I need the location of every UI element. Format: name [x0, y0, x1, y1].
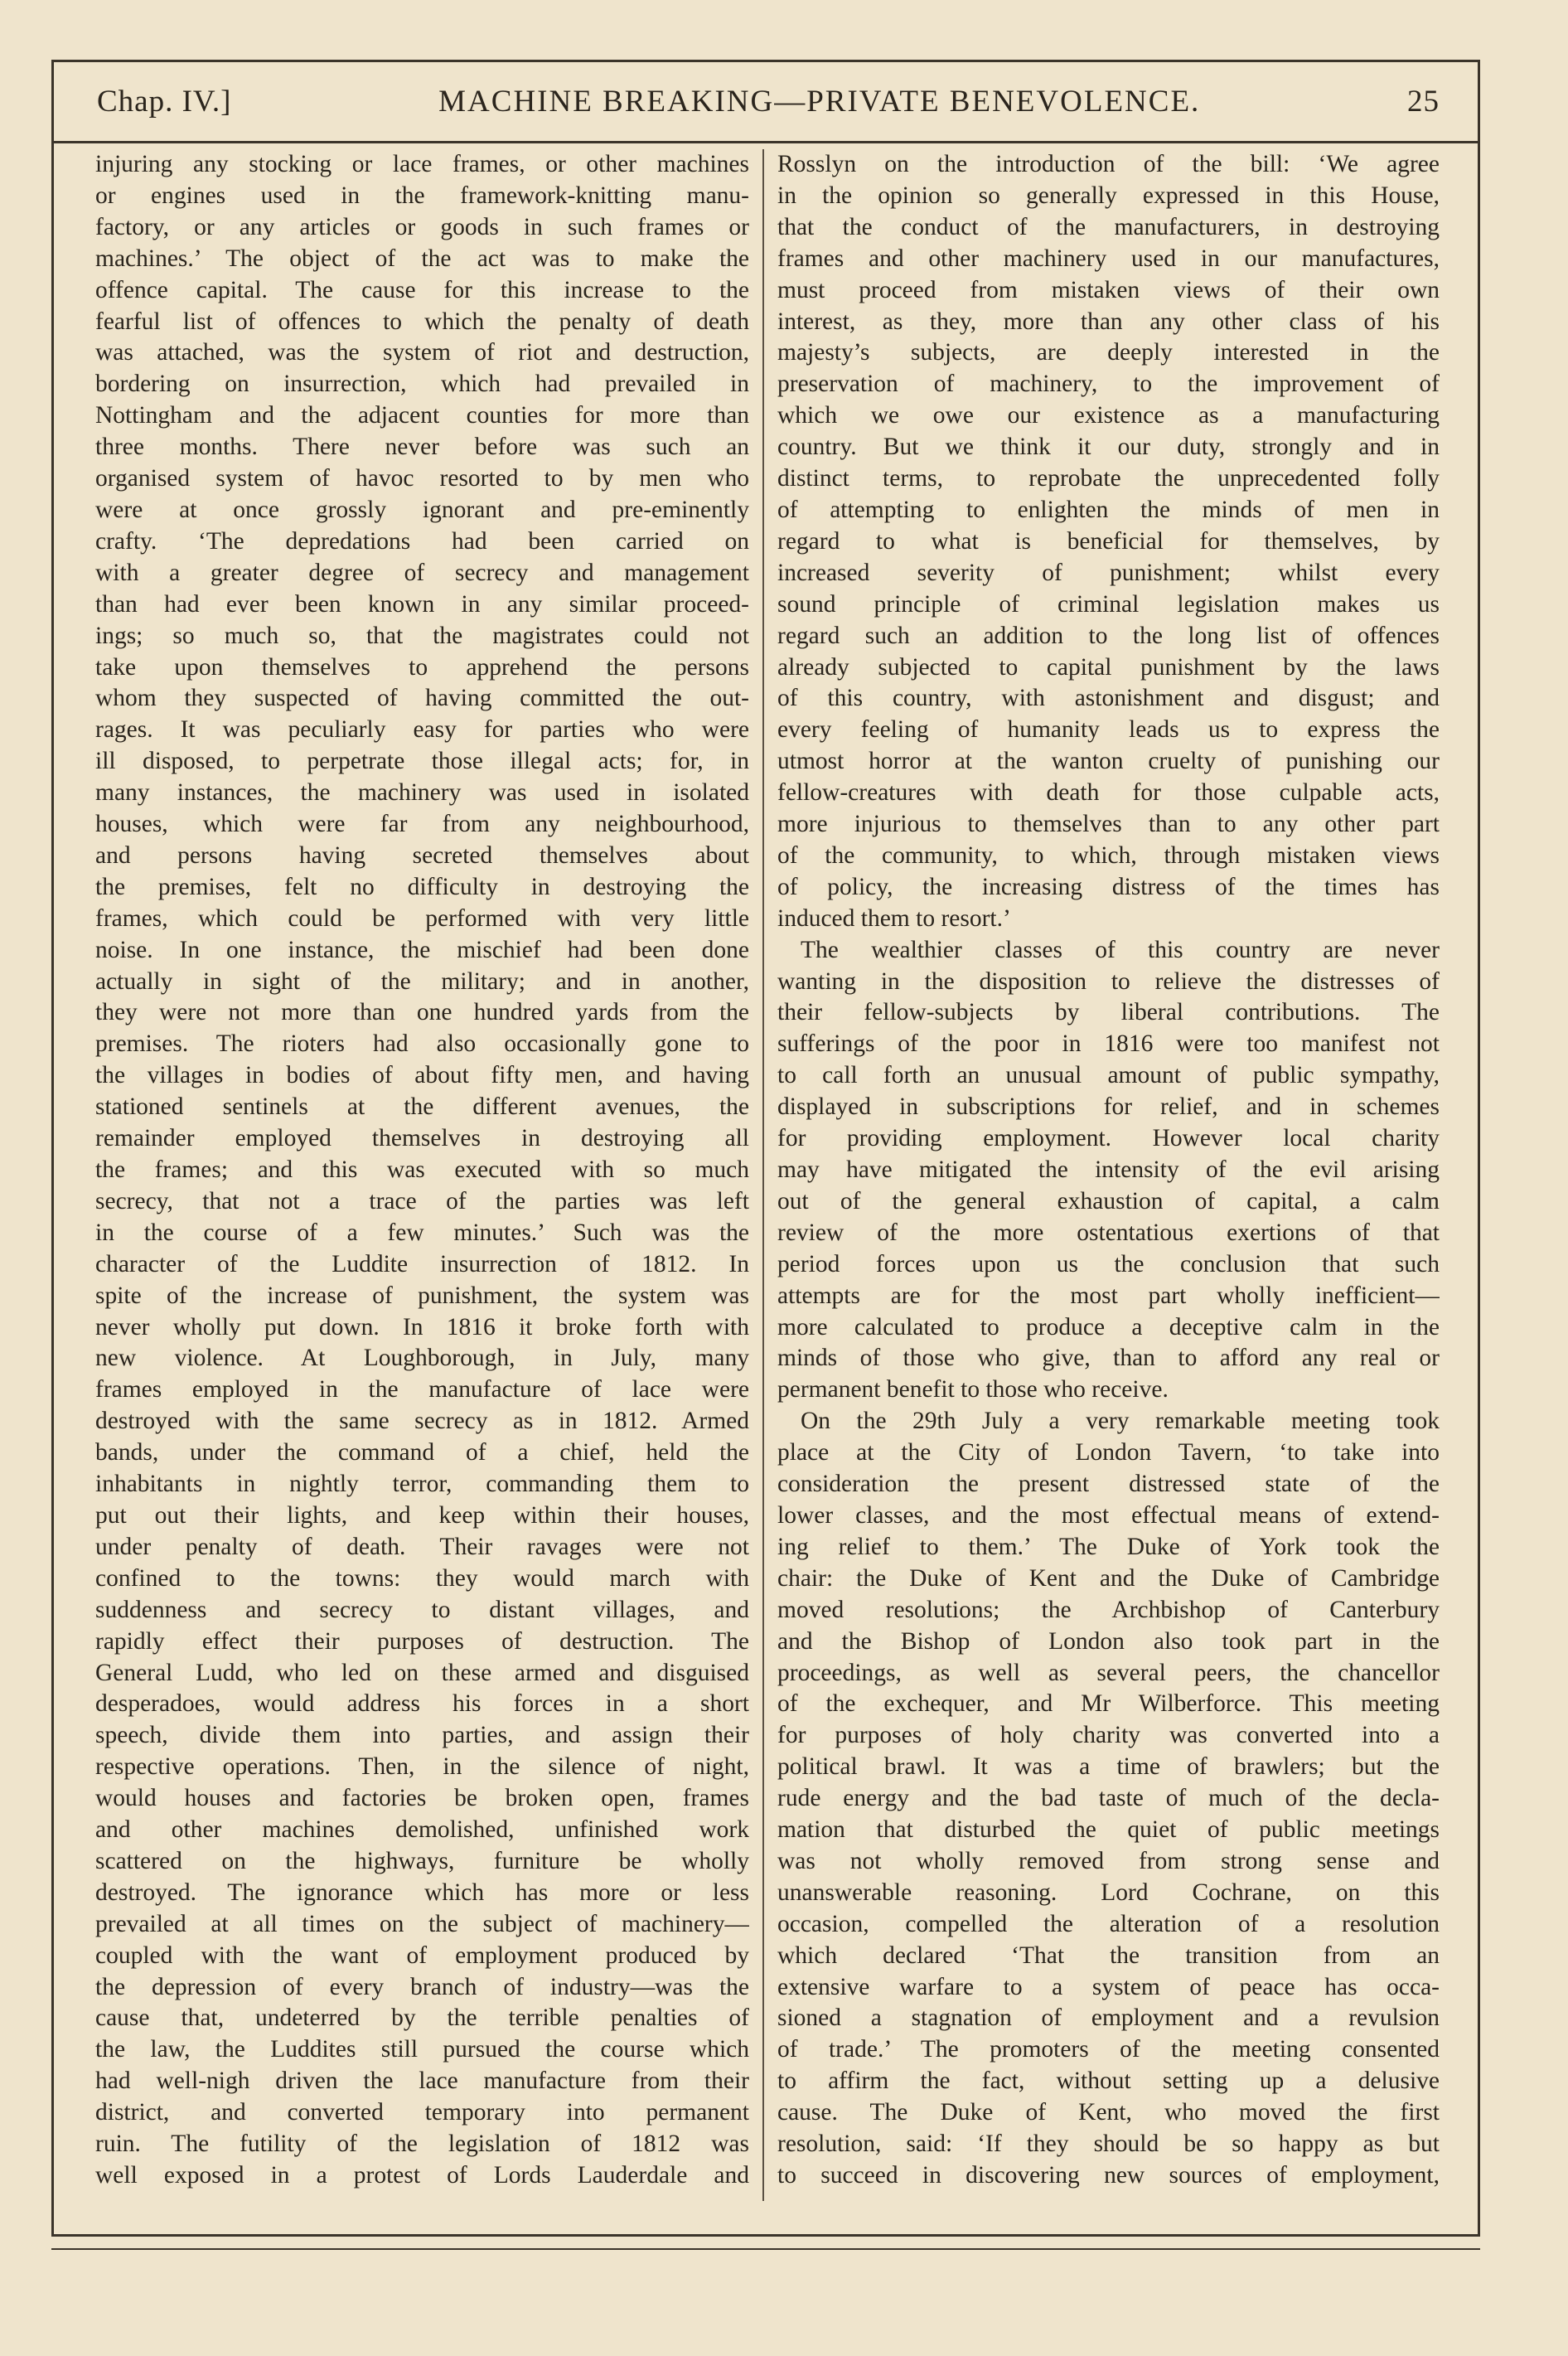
text-line: bands, under the command of a chief, held the [95, 1439, 749, 1466]
text-line: coupled with the want of employment produced by [95, 1942, 749, 1969]
text-line: frames, which could be performed with very little [95, 904, 749, 932]
text-line: in the opinion so generally expressed in this House, [777, 182, 1440, 209]
text-line: under penalty of death. Their ravages were not [95, 1533, 749, 1560]
text-line: period forces upon us the conclusion that such [777, 1250, 1440, 1277]
text-line: take upon themselves to apprehend the persons [95, 653, 749, 681]
text-line: minds of those who give, than to afford any real or [777, 1345, 1440, 1372]
text-line: and the Bishop of London also took part in the [777, 1627, 1440, 1655]
running-title: MACHINE BREAKING—PRIVATE BENEVOLENCE. [438, 85, 1201, 119]
text-line: regard to what is beneficial for themselves, by [777, 527, 1440, 555]
text-line: place at the City of London Tavern, ‘to take into [777, 1439, 1440, 1466]
text-line: and other machines demolished, unfinished work [95, 1816, 749, 1844]
text-line: organised system of havoc resorted to by men who [95, 465, 749, 492]
text-line: well exposed in a protest of Lords Lauderdale and [95, 2162, 749, 2189]
bottom-rule [51, 2248, 1480, 2250]
text-line: offence capital. The cause for this increase to the [95, 276, 749, 303]
text-line: cause that, undeterred by the terrible penalties of [95, 2005, 749, 2032]
text-line: to succeed in discovering new sources of employment, [777, 2162, 1440, 2189]
text-line: prevailed at all times on the subject of machinery— [95, 1910, 749, 1937]
text-line: of trade.’ The promoters of the meeting consented [777, 2036, 1440, 2063]
text-line: out of the general exhaustion of capital, a calm [777, 1187, 1440, 1214]
text-line: houses, which were far from any neighbourhood, [95, 811, 749, 838]
text-line: spite of the increase of punishment, the system was [95, 1282, 749, 1309]
text-line: and persons having secreted themselves about [95, 841, 749, 869]
column-divider [762, 149, 764, 2201]
right-column [777, 149, 1440, 2201]
text-line: premises. The rioters had also occasionally gone to [95, 1030, 749, 1058]
text-line: of the community, to which, through mistaken views [777, 841, 1440, 869]
text-line: would houses and factories be broken open, frames [95, 1785, 749, 1812]
text-line: scattered on the highways, furniture be wholly [95, 1847, 749, 1874]
text-line: than had ever been known in any similar proceed- [95, 590, 749, 618]
text-line: confined to the towns: they would march with [95, 1564, 749, 1592]
text-line: machines.’ The object of the act was to make the [95, 245, 749, 272]
text-line: speech, divide them into parties, and assign their [95, 1722, 749, 1749]
text-line: respective operations. Then, in the silence of night, [95, 1753, 749, 1781]
text-line: the depression of every branch of industry—was the [95, 1973, 749, 2000]
text-line: put out their lights, and keep within their houses, [95, 1501, 749, 1529]
text-line: preservation of machinery, to the improvement of [777, 371, 1440, 398]
text-line: which declared ‘That the transition from an [777, 1942, 1440, 1969]
text-line: were at once grossly ignorant and pre-eminently [95, 496, 749, 523]
text-line: resolution, said: ‘If they should be so happy as but [777, 2131, 1440, 2158]
text-line: The wealthier classes of this country are never [801, 936, 1440, 963]
text-line: that the conduct of the manufacturers, in destroying [777, 213, 1440, 240]
text-line: inhabitants in nightly terror, commanding them to [95, 1471, 749, 1498]
text-line: the premises, felt no difficulty in destroying the [95, 873, 749, 900]
text-line: character of the Luddite insurrection of 1812. In [95, 1250, 749, 1277]
text-line: majesty’s subjects, are deeply interested in the [777, 339, 1440, 366]
text-line: General Ludd, who led on these armed and disguised [95, 1659, 749, 1686]
text-line: country. But we think it our duty, strongly and in [777, 434, 1440, 461]
text-line: district, and converted temporary into permanent [95, 2099, 749, 2126]
text-line: was not wholly removed from strong sense and [777, 1847, 1440, 1874]
text-line: sufferings of the poor in 1816 were too manifest not [777, 1030, 1440, 1058]
text-line: moved resolutions; the Archbishop of Canterbury [777, 1596, 1440, 1623]
text-line: unanswerable reasoning. Lord Cochrane, on this [777, 1878, 1440, 1906]
text-line: extensive warfare to a system of peace has occa- [777, 1973, 1440, 2000]
text-line: the frames; and this was executed with so much [95, 1156, 749, 1183]
text-line: noise. In one instance, the mischief had been done [95, 936, 749, 963]
text-line: remainder employed themselves in destroying all [95, 1125, 749, 1152]
text-columns [95, 149, 1440, 2201]
text-line: with a greater degree of secrecy and management [95, 559, 749, 586]
text-line: or engines used in the framework-knitting manu- [95, 182, 749, 209]
text-line: frames and other machinery used in our manufactures, [777, 245, 1440, 272]
text-line: which we owe our existence as a manufacturing [777, 402, 1440, 429]
text-line: many instances, the machinery was used in isolated [95, 779, 749, 807]
text-line: may have mitigated the intensity of the evil arising [777, 1156, 1440, 1183]
text-line: already subjected to capital punishment by the laws [777, 653, 1440, 681]
text-line: fearful list of offences to which the penalty of death [95, 308, 749, 335]
text-line: of this country, with astonishment and disgust; and [777, 685, 1440, 712]
text-line: ing relief to them.’ The Duke of York took the [777, 1533, 1440, 1560]
text-line: ings; so much so, that the magistrates could not [95, 622, 749, 649]
text-line: factory, or any articles or goods in such frames or [95, 213, 749, 240]
text-line: crafty. ‘The depredations had been carried on [95, 527, 749, 555]
text-line: sound principle of criminal legislation makes us [777, 590, 1440, 618]
text-line: bordering on insurrection, which had prevailed in [95, 371, 749, 398]
text-line: rude energy and the bad taste of much of the decla- [777, 1785, 1440, 1812]
text-line: regard such an addition to the long list of offences [777, 622, 1440, 649]
text-line: every feeling of humanity leads us to express the [777, 716, 1440, 744]
text-line: attempts are for the most part wholly inefficient— [777, 1282, 1440, 1309]
text-line: they were not more than one hundred yards from the [95, 999, 749, 1026]
text-line: utmost horror at the wanton cruelty of punishing our [777, 748, 1440, 775]
text-line: rapidly effect their purposes of destruction. The [95, 1627, 749, 1655]
text-line: wanting in the disposition to relieve the distresses of [777, 967, 1440, 995]
text-line: to call forth an unusual amount of public sympathy, [777, 1062, 1440, 1089]
text-line: secrecy, that not a trace of the parties was left [95, 1187, 749, 1214]
text-line: increased severity of punishment; whilst every [777, 559, 1440, 586]
text-line: interest, as they, more than any other class of his [777, 308, 1440, 335]
text-line: the law, the Luddites still pursued the course which [95, 2036, 749, 2063]
text-line: stationed sentinels at the different avenues, the [95, 1093, 749, 1121]
text-line: ill disposed, to perpetrate those illegal acts; for, in [95, 748, 749, 775]
text-line: rages. It was peculiarly easy for parties who were [95, 716, 749, 744]
chapter-label: Chap. IV.] [97, 85, 232, 119]
text-line: whom they suspected of having committed the out- [95, 685, 749, 712]
text-line: Rosslyn on the introduction of the bill: ‘We agree [777, 151, 1440, 177]
text-line: had well-nigh driven the lace manufacture from their [95, 2068, 749, 2095]
left-column [95, 149, 749, 2201]
text-line: actually in sight of the military; and in another, [95, 967, 749, 995]
text-line: more injurious to themselves than to any other part [777, 811, 1440, 838]
text-line: of policy, the increasing distress of the times has [777, 873, 1440, 900]
text-line: in the course of a few minutes.’ Such was the [95, 1219, 749, 1246]
text-line: never wholly put down. In 1816 it broke forth with [95, 1313, 749, 1340]
text-line: for providing employment. However local charity [777, 1125, 1440, 1152]
text-line: the villages in bodies of about fifty men, and having [95, 1062, 749, 1089]
text-line: their fellow-subjects by liberal contributions. The [777, 999, 1440, 1026]
text-line: review of the more ostentatious exertions of that [777, 1219, 1440, 1246]
text-line: ruin. The futility of the legislation of 1812 was [95, 2131, 749, 2158]
text-line: consideration the present distressed state of the [777, 1471, 1440, 1498]
text-line: frames employed in the manufacture of lace were [95, 1376, 749, 1403]
text-line: was attached, was the system of riot and destruction, [95, 339, 749, 366]
text-line: proceedings, as well as several peers, the chancellor [777, 1659, 1440, 1686]
text-line: mation that disturbed the quiet of public meetings [777, 1816, 1440, 1844]
text-line: injuring any stocking or lace frames, or other machines [95, 151, 749, 177]
text-line: three months. There never before was such an [95, 434, 749, 461]
text-line: to affirm the fact, without setting up a delusive [777, 2068, 1440, 2095]
text-line: lower classes, and the most effectual means of extend- [777, 1501, 1440, 1529]
page-number: 25 [1407, 85, 1440, 119]
text-line: more calculated to produce a deceptive calm in the [777, 1313, 1440, 1340]
text-line: new violence. At Loughborough, in July, many [95, 1345, 749, 1372]
page-frame [51, 60, 1480, 2237]
text-line: occasion, compelled the alteration of a resolution [777, 1910, 1440, 1937]
text-line: chair: the Duke of Kent and the Duke of Cambridge [777, 1564, 1440, 1592]
text-line: permanent benefit to those who receive. [777, 1376, 1169, 1403]
text-line: distinct terms, to reprobate the unprecedented folly [777, 465, 1440, 492]
text-line: of the exchequer, and Mr Wilberforce. This meeting [777, 1690, 1440, 1718]
text-line: of attempting to enlighten the minds of men in [777, 496, 1440, 523]
text-line: suddenness and secrecy to distant villages, and [95, 1596, 749, 1623]
text-line: sioned a stagnation of employment and a revulsion [777, 2005, 1440, 2032]
text-line: for purposes of holy charity was converted into a [777, 1722, 1440, 1749]
text-line: cause. The Duke of Kent, who moved the first [777, 2099, 1440, 2126]
running-header [54, 62, 1478, 143]
text-line: displayed in subscriptions for relief, and in schemes [777, 1093, 1440, 1121]
text-line: desperadoes, would address his forces in a short [95, 1690, 749, 1718]
text-line: must proceed from mistaken views of their own [777, 276, 1440, 303]
text-line: destroyed with the same secrecy as in 1812. Armed [95, 1408, 749, 1435]
text-line: induced them to resort.’ [777, 904, 1011, 932]
text-line: political brawl. It was a time of brawlers; but the [777, 1753, 1440, 1781]
text-line: fellow-creatures with death for those culpable acts, [777, 779, 1440, 807]
text-line: Nottingham and the adjacent counties for more than [95, 402, 749, 429]
text-line: On the 29th July a very remarkable meeting took [801, 1408, 1440, 1435]
text-line: destroyed. The ignorance which has more or less [95, 1878, 749, 1906]
